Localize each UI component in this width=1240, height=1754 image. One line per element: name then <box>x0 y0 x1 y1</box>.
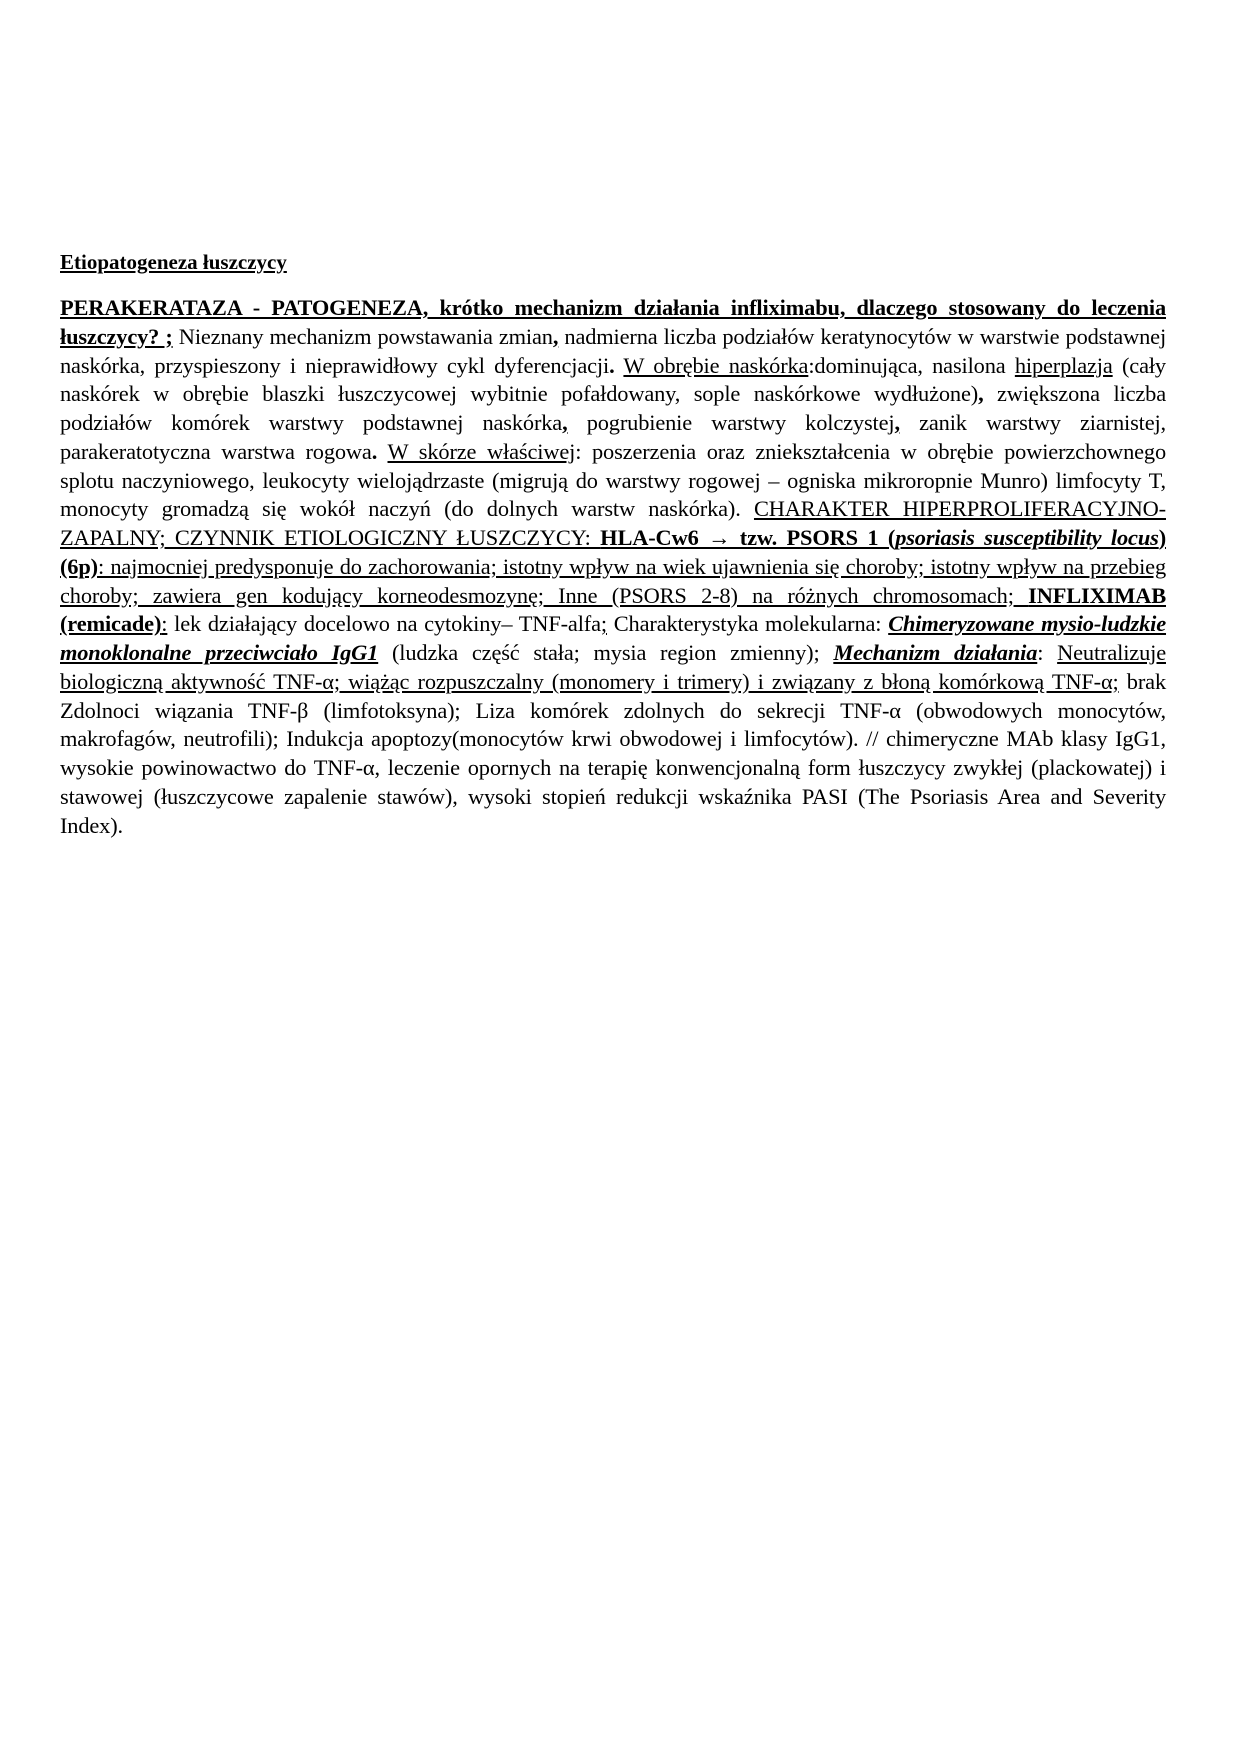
text-segment: : poszerzenia oraz zniekształcenia w obrębie powierzchownego splotu naczyniowego, leukocyty wielojądrzaste (migrują do warstwy rogowej – ogniska mikroropnie Munro) limfocyty T, monocyty gromadzą się wokół naczyń (do dolnych warstw naskórka). <box>60 438 1166 522</box>
text-segment: :dominująca, nasilona <box>808 352 1015 378</box>
text-segment: zanik warstwy ziarnistej, parakeratotyczna warstwa rogowa <box>60 410 1167 464</box>
text-segment: , <box>978 381 984 407</box>
text-segment: (ludzka część stała; mysia region zmienny); <box>378 640 834 665</box>
text-segment: (cały naskórek w obrębie blaszki łuszczycowej wybitnie pofałdowany, sople naskórkowe wydłużone) <box>60 352 1166 407</box>
text-segment: , <box>894 410 900 435</box>
text-segment: zwiększona liczba podziałów komórek warstwy podstawnej naskórka <box>60 381 1166 435</box>
text-segment: HLA-Cw6 → tzw. PSORS 1 ( <box>600 525 896 550</box>
document-body-paragraph <box>60 294 1166 840</box>
text-segment: psoriasis susceptibility locus <box>895 525 1159 550</box>
text-segment <box>377 439 387 464</box>
text-segment: lek działający docelowo na cytokiny– TNF-alfa <box>167 611 601 637</box>
text-segment: Nieznany mechanizm powstawania zmian <box>172 323 553 349</box>
text-segment: : <box>1037 640 1058 665</box>
text-segment: Mechanizm działania <box>833 640 1038 665</box>
text-segment: hiperplazja <box>1014 352 1113 378</box>
text-segment: pogrubienie warstwy kolczystej <box>567 410 895 435</box>
text-segment: . <box>609 352 615 378</box>
text-segment: : <box>161 611 168 637</box>
text-segment: , <box>552 323 559 349</box>
text-segment: Charakterystyka molekularna: <box>606 611 889 637</box>
text-segment: W skórze właściwej <box>387 438 576 464</box>
text-segment: : najmocniej predysponuje do zachorowania; istotny wpływ na wiek ujawnienia się choroby; istotny wpływ na przebieg choroby; zawiera gen kodujący korneodesmozynę; Inne (PSORS 2-8) na różnych chromosomach; <box>60 553 1166 608</box>
text-segment: nadmierna liczba podziałów keratynocytów w warstwie podstawnej naskórka, przyspieszony i nieprawidłowy cykl dyferencjacji <box>60 323 1167 378</box>
text-segment: ) (6p) <box>60 525 1166 579</box>
text-segment: ; <box>600 611 607 637</box>
text-segment: , <box>562 410 568 435</box>
text-segment: Neutralizuje biologiczną aktywność TNF-α; wiążąc rozpuszczalny (monomery i trimery) i związany z błoną komórkową TNF-α; <box>60 640 1166 694</box>
document-title: Etiopatogeneza łuszczycy <box>60 250 287 274</box>
text-segment: PERAKERATAZA - PATOGENEZA, krótko mechanizm działania infliximabu, dlaczego stosowany do leczenia łuszczycy? ; <box>60 295 1166 349</box>
text-segment: brak Zdolnoci wiązania TNF-β (limfotoksyna); Liza komórek zdolnych do sekrecji TNF-α (obwodowych monocytów, makrofagów, neutrofili); Indukcja apoptozy(monocytów krwi obwodowej i limfocytów). // chimeryczne MAb klasy IgG1, wysokie powinowactwo do TNF-α, leczenie opornych na terapię konwencjonalną form łuszczycy zwykłej (plackowatej) i stawowej (łuszczycowe zapalenie stawów), wysoki stopień redukcji wskaźnika PASI (The Psoriasis Area and Severity Index). <box>60 668 1166 838</box>
text-segment: . <box>371 438 378 464</box>
text-segment: INFLIXIMAB (remicade) <box>60 582 1166 637</box>
text-segment: CHARAKTER HIPERPROLIFERACYJNO-ZAPALNY; CZYNNIK ETIOLOGICZNY ŁUSZCZYCY: <box>60 496 1166 550</box>
text-segment: W obrębie naskórka <box>623 352 809 378</box>
text-segment: Chimeryzowane mysio-ludzkie monoklonalne przeciwciało IgG1 <box>60 611 1167 665</box>
